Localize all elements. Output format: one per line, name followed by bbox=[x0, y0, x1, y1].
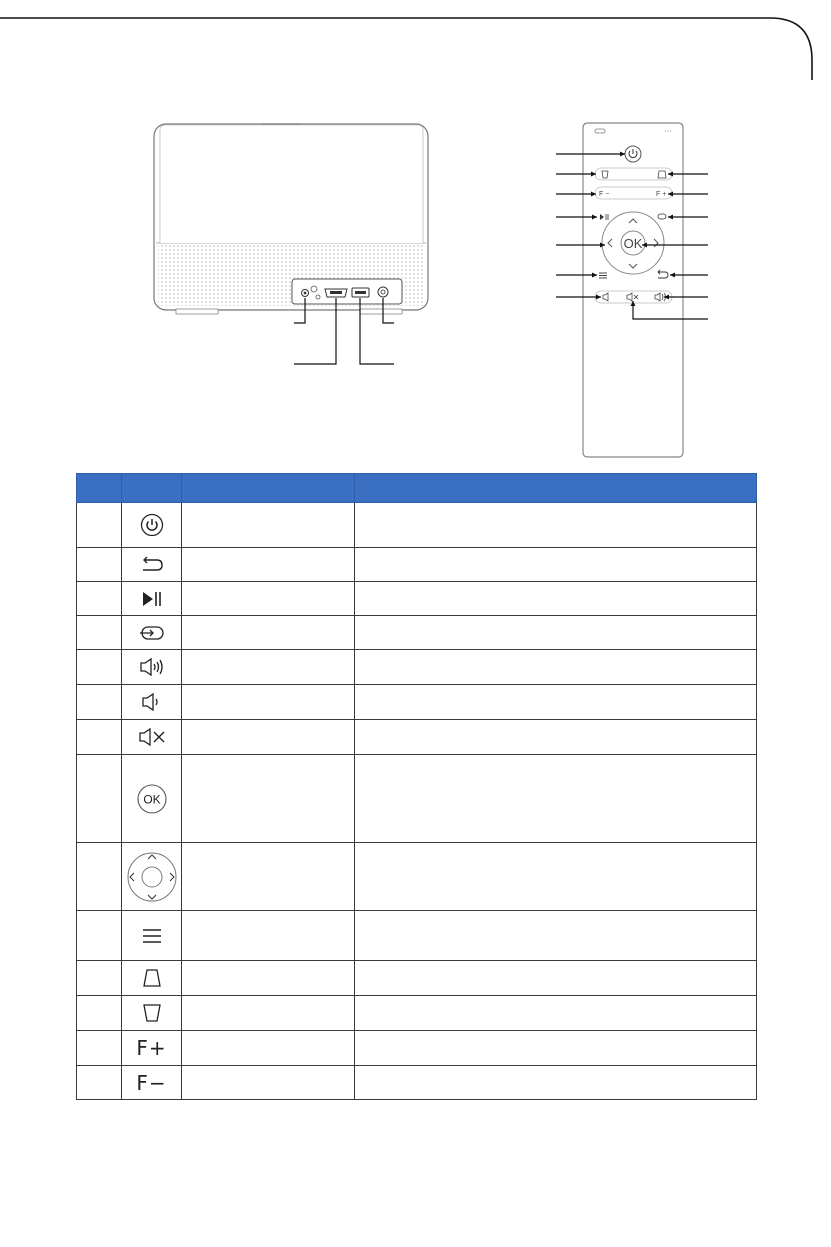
row-desc bbox=[355, 720, 757, 755]
row-desc bbox=[355, 1066, 757, 1100]
row-no bbox=[77, 1066, 122, 1100]
table-row bbox=[77, 685, 757, 720]
row-name bbox=[182, 911, 355, 961]
header-name bbox=[182, 474, 355, 503]
table-row bbox=[77, 548, 757, 582]
row-no bbox=[77, 911, 122, 961]
volume-down-icon bbox=[141, 692, 163, 712]
header-desc bbox=[355, 474, 757, 503]
row-name bbox=[182, 996, 355, 1031]
menu-icon bbox=[141, 928, 163, 944]
row-desc bbox=[355, 650, 757, 685]
focus-plus-icon: F+ bbox=[136, 1036, 167, 1060]
dpad-icon bbox=[125, 850, 179, 904]
row-name bbox=[182, 843, 355, 911]
row-no bbox=[77, 996, 122, 1031]
row-no bbox=[77, 1031, 122, 1066]
remote-focus-minus: F − bbox=[599, 191, 610, 198]
row-desc bbox=[355, 996, 757, 1031]
keystone-down-icon bbox=[141, 1002, 163, 1024]
back-icon bbox=[140, 556, 164, 574]
row-name bbox=[182, 548, 355, 582]
row-desc bbox=[355, 582, 757, 616]
table-row bbox=[77, 1066, 757, 1100]
svg-text:OK: OK bbox=[142, 792, 161, 806]
row-name bbox=[182, 1031, 355, 1066]
row-desc bbox=[355, 548, 757, 582]
row-name bbox=[182, 1066, 355, 1100]
row-no bbox=[77, 720, 122, 755]
table-row bbox=[77, 616, 757, 650]
remote-ok-label: OK bbox=[623, 236, 643, 251]
row-name bbox=[182, 503, 355, 548]
row-no bbox=[77, 503, 122, 548]
remote-focus-plus: F + bbox=[656, 191, 667, 198]
row-desc bbox=[355, 685, 757, 720]
row-no bbox=[77, 548, 122, 582]
row-name bbox=[182, 685, 355, 720]
table-row bbox=[77, 996, 757, 1031]
row-name bbox=[182, 755, 355, 843]
table-row bbox=[77, 582, 757, 616]
table-row bbox=[77, 755, 757, 843]
row-name bbox=[182, 720, 355, 755]
input-source-icon bbox=[139, 625, 165, 641]
row-desc bbox=[355, 1031, 757, 1066]
table-row bbox=[77, 650, 757, 685]
row-no bbox=[77, 650, 122, 685]
row-desc bbox=[355, 503, 757, 548]
row-name bbox=[182, 650, 355, 685]
projector bbox=[154, 124, 428, 364]
focus-minus-icon: F− bbox=[136, 1070, 167, 1095]
row-desc bbox=[355, 961, 757, 996]
table-row bbox=[77, 843, 757, 911]
play-pause-icon bbox=[140, 591, 164, 607]
table-row bbox=[77, 1031, 757, 1066]
remote-control bbox=[556, 123, 708, 457]
power-icon bbox=[140, 513, 164, 537]
device-illustration bbox=[0, 0, 831, 470]
row-no bbox=[77, 843, 122, 911]
row-no bbox=[77, 755, 122, 843]
row-no bbox=[77, 961, 122, 996]
row-name bbox=[182, 616, 355, 650]
mute-icon bbox=[138, 727, 166, 747]
table-row bbox=[77, 961, 757, 996]
header-no bbox=[77, 474, 122, 503]
key-function-table bbox=[76, 473, 757, 1100]
row-name bbox=[182, 582, 355, 616]
row-no bbox=[77, 616, 122, 650]
table-header-row bbox=[77, 474, 757, 503]
ok-icon bbox=[136, 783, 168, 815]
table-row bbox=[77, 503, 757, 548]
row-desc bbox=[355, 755, 757, 843]
table-row bbox=[77, 720, 757, 755]
row-desc bbox=[355, 616, 757, 650]
row-no bbox=[77, 685, 122, 720]
table-row bbox=[77, 911, 757, 961]
row-no bbox=[77, 582, 122, 616]
row-desc bbox=[355, 911, 757, 961]
row-desc bbox=[355, 843, 757, 911]
keystone-up-icon bbox=[141, 967, 163, 989]
volume-up-icon bbox=[139, 657, 165, 677]
svg-text:···: ··· bbox=[664, 127, 672, 136]
row-name bbox=[182, 961, 355, 996]
header-icon bbox=[122, 474, 182, 503]
